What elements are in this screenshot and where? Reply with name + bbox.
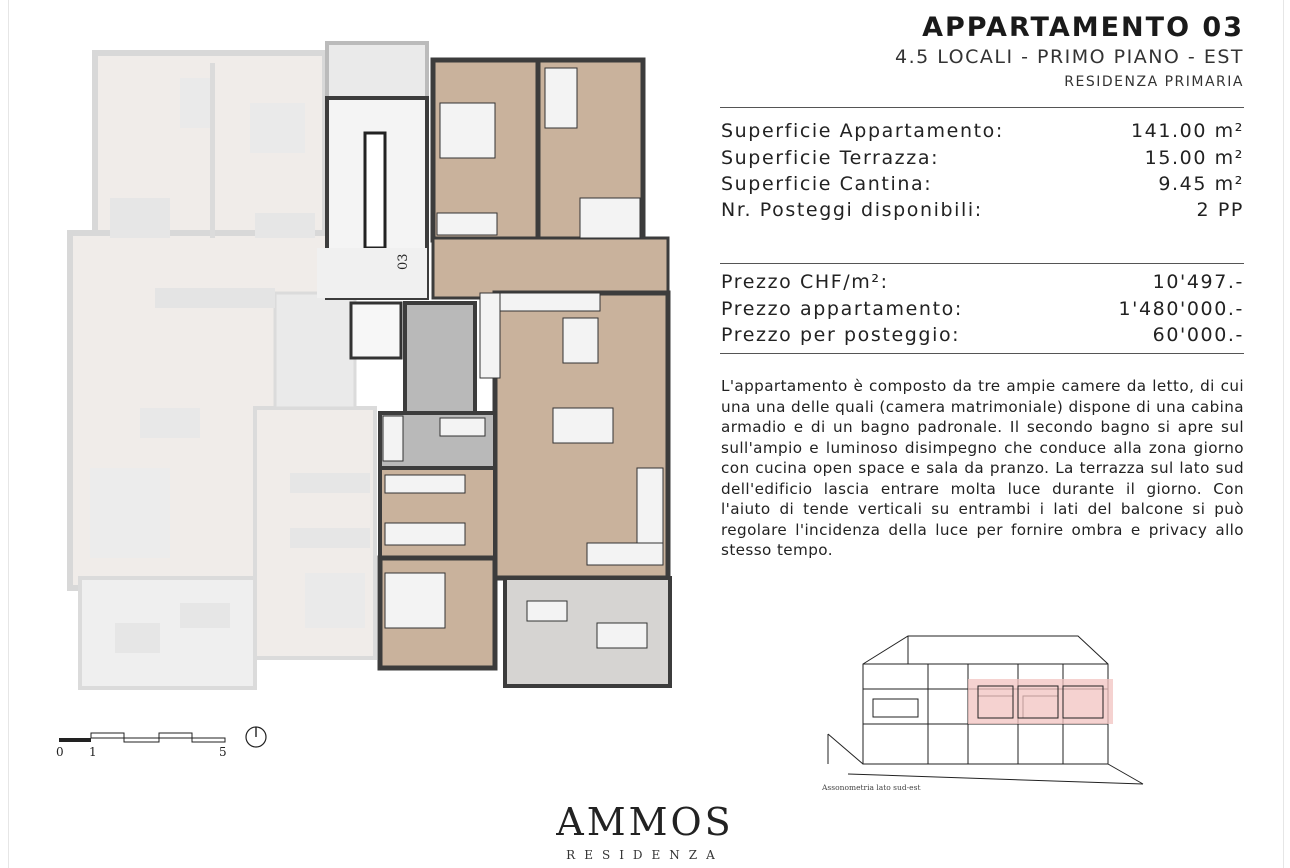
building-axonometry	[818, 624, 1148, 799]
surface-value: 141.00 m²	[1130, 120, 1244, 142]
price-row	[721, 296, 1244, 322]
price-label: Prezzo appartamento:	[721, 298, 963, 320]
surface-row	[721, 118, 1244, 144]
price-label: Prezzo per posteggio:	[721, 324, 961, 346]
floor-plan	[55, 38, 695, 693]
apartment-title: APPARTAMENTO 03	[922, 12, 1244, 43]
surface-label: Superficie Appartamento:	[721, 120, 1004, 142]
price-row	[721, 269, 1244, 295]
unit-label: 03	[396, 253, 411, 270]
divider	[720, 107, 1244, 108]
divider	[720, 353, 1244, 354]
price-value: 10'497.-	[1152, 271, 1244, 293]
price-value: 1'480'000.-	[1118, 298, 1244, 320]
surface-label: Superficie Terrazza:	[721, 147, 940, 169]
surface-label: Superficie Cantina:	[721, 173, 933, 195]
price-label: Prezzo CHF/m²:	[721, 271, 889, 293]
brand-logo: AMMOS	[556, 800, 734, 844]
brand-tagline: RESIDENZA	[566, 848, 724, 862]
price-row	[721, 322, 1244, 348]
surface-label: Nr. Posteggi disponibili:	[721, 199, 983, 221]
surface-value: 2 PP	[1196, 199, 1244, 221]
surface-row	[721, 171, 1244, 197]
scale-bar	[56, 723, 276, 768]
axonometry-caption: Assonometria lato sud-est	[822, 783, 921, 792]
scale-tick-5: 5	[219, 745, 227, 759]
surface-value: 15.00 m²	[1144, 147, 1244, 169]
price-value: 60'000.-	[1152, 324, 1244, 346]
usage-label: RESIDENZA PRIMARIA	[1064, 74, 1244, 90]
surface-row	[721, 197, 1244, 223]
surface-value: 9.45 m²	[1158, 173, 1244, 195]
scale-tick-1: 1	[89, 745, 97, 759]
apartment-description: L'appartamento è composto da tre ampie camere da letto, di cui una una delle quali (camera matrimoniale) dispone di una cabina armadio e di un bagno padronale. Il secondo bagno si apre sul sull'ampio e luminoso disimpegno che conduce alla zona giorno con cucina open space e sala da pranzo. La terrazza sul lato sud dell'edificio lascia entrare molta luce durante il giorno. Con l'aiuto di tende verticali su entrambi i lati del balcone si può regolare l'incidenza della luce per fornire ombra e privacy allo stesso tempo.	[721, 377, 1244, 559]
surface-row	[721, 145, 1244, 171]
divider	[720, 263, 1244, 264]
north-arrow-icon	[246, 727, 266, 747]
scale-tick-0: 0	[56, 745, 64, 759]
apartment-subtitle: 4.5 LOCALI - PRIMO PIANO - EST	[895, 46, 1244, 68]
